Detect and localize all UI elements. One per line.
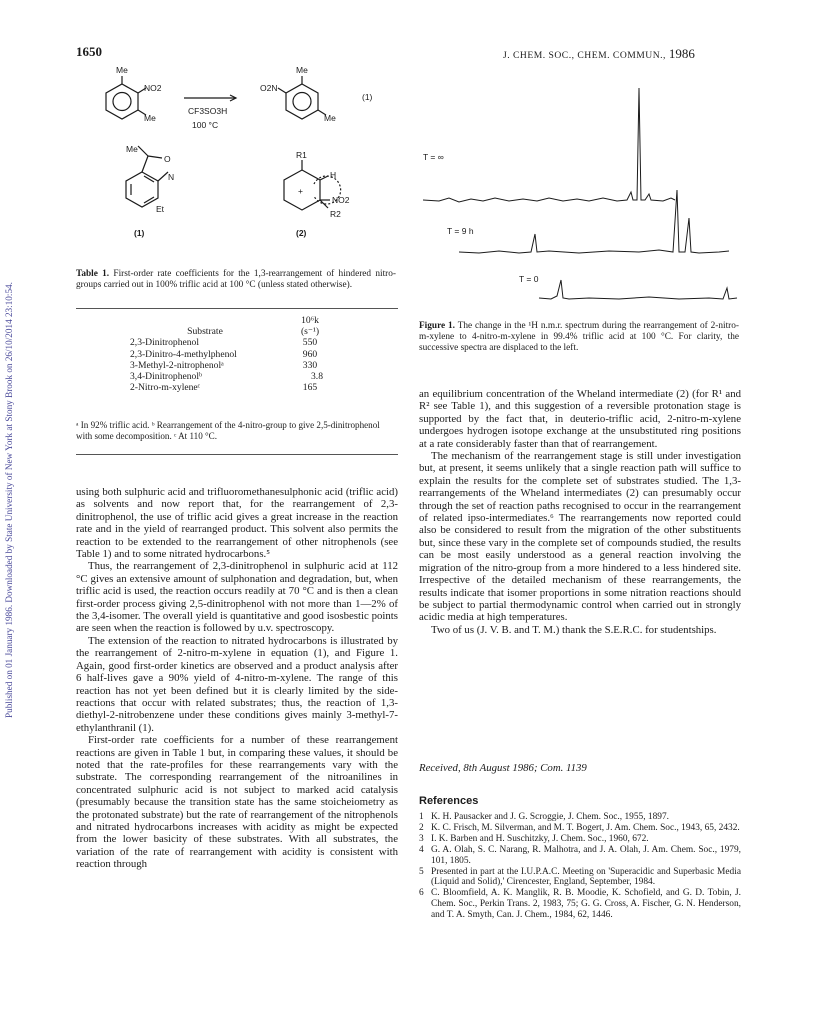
product-ring <box>286 84 318 119</box>
table1-footnote: ᵃ In 92% triflic acid. ᵇ Rearrangement of the 4-nitro-group to give 2,5-dinitrophenol with some decomposition. ᶜ At 110 °C. <box>76 420 380 441</box>
reference-text: G. A. Olah, S. C. Narang, R. Malhotra, and J. A. Olah, J. Am. Chem. Soc., 1979, 101, 1805. <box>431 844 741 866</box>
reference-item <box>419 888 741 921</box>
table1-substrate: 2,3-Dinitro-4-methylphenol <box>130 348 237 360</box>
right-column <box>419 388 741 636</box>
table1-k-value: 165 <box>302 382 318 394</box>
reference-item <box>419 823 741 834</box>
journal-header <box>503 46 695 62</box>
product-aromatic-circle <box>293 93 311 111</box>
table1-substrate: 2-Nitro-m-xyleneᶜ <box>130 382 201 394</box>
spectrum-label-0: T = 0 <box>519 274 539 284</box>
page-number: 1650 <box>76 44 102 59</box>
reference-text: C. Bloomfield, A. K. Manglik, R. B. Moodie, K. Schofield, and G. D. Tobin, J. Chem. Soc., Perkin Trans. 2, 1983, 75; G. G. Cross, A. Fischer, G. N. Henderson, and T. A. Smyth, Can. J. Chem., 1984, 62, 1446. <box>431 888 741 921</box>
product-methyl-label: Me <box>296 65 308 75</box>
reactant-aromatic-circle <box>113 93 131 111</box>
anthranil-oxygen-label: O <box>164 154 171 164</box>
figure1-caption-text: The change in the ¹H n.m.r. spectrum during the rearrangement of 2-nitro-m-xylene to 4-nitro-m-xylene in 99.4% triflic acid at 100 °C. For clarity, the successive spectra are displaced to the left. <box>419 321 740 353</box>
reference-item <box>419 867 741 889</box>
anthranil-methyl-label: Me <box>126 144 138 154</box>
equation-number: (1) <box>362 92 373 102</box>
reference-text: I. K. Barben and H. Suschitzky, J. Chem. Soc., 1960, 672. <box>431 833 649 844</box>
spectrum-label-9h: T = 9 h <box>447 226 474 236</box>
reference-item <box>419 845 741 867</box>
references-heading: References <box>419 795 479 807</box>
table1-substrate: 3-Methyl-2-nitrophenolᵃ <box>130 359 224 371</box>
table1-caption <box>76 269 396 291</box>
wheland-nitro-label: NO2 <box>332 195 350 205</box>
reference-item <box>419 812 741 823</box>
wheland-r1-label: R1 <box>296 150 307 160</box>
reference-number: 1 <box>419 812 424 822</box>
table1-k-value: 550 <box>302 337 318 349</box>
reference-number: 3 <box>419 833 424 844</box>
reagent-label: CF3SO3H <box>188 106 228 116</box>
figure1-caption <box>419 321 739 354</box>
table-row <box>130 382 340 393</box>
table1-k-value: 330 <box>302 359 318 371</box>
table1-substrate: 3,4-Dinitrophenolᵇ <box>130 371 202 383</box>
references-list <box>419 812 741 921</box>
paragraph: using both sulphuric acid and trifluoromethanesulphonic acid (triflic acid) as solvents and now report that, for the rearrangement of 2,3-dinitrophenol, the use of triflic acid gives a great increase in the reaction rate and in the yield of rearranged product. This solvent also permits the reaction to be extended to the rearrangement of other nitrophenols (see Table 1) and to some nitrated hydrocarbons.⁵ <box>76 486 398 561</box>
table-row <box>130 360 340 371</box>
table1-substrate: 2,3-Dinitrophenol <box>130 337 200 349</box>
table1-top-rule <box>76 308 398 309</box>
reference-text: K. H. Pausacker and J. G. Scroggie, J. Chem. Soc., 1955, 1897. <box>431 812 669 822</box>
wheland-r2-label: R2 <box>330 209 341 219</box>
table1-caption-text: First-order rate coefficients for the 1,3-rearrangement of hindered nitro-groups carried out in 100% triflic acid at 100 °C (unless stated otherwise). <box>76 269 396 290</box>
wheland-h-label: H <box>330 170 337 180</box>
nmr-figure <box>419 70 741 310</box>
reactant-nitro-label: NO2 <box>144 83 162 93</box>
anthranil-nitrogen-label: N <box>168 172 175 182</box>
table1-bottom-rule <box>76 454 398 455</box>
paragraph: The extension of the reaction to nitrated hydrocarbons is illustrated by the rearrangement of 2-nitro-m-xylene in equation (1), and Figure 1. Again, good first-order kinetics are observed and a product analysis after 6 half-lives gave a 90% yield of 4-nitro-m-xylene. The range of this reaction has not yet been defined but it is clearly limited by the side-reactions that occur with related substrates; thus, the reaction of 1,3-diethyl-2-nitrobenzene under these conditions gives mainly 3-methyl-7-ethylanthranil (1). <box>76 634 398 734</box>
table1 <box>130 315 340 393</box>
anthranil-ethyl-label: Et <box>156 204 165 214</box>
paragraph: The mechanism of the rearrangement stage is still under investigation but, at present, it seems unlikely that a single reaction path will suffice to explain the results for the complete set of substrates studied. The 1,3-rearrangements of the Wheland intermediates (2) can presumably occur through the set of reaction paths recognised to occur in the rearrangement of related ipso-intermediates.⁶ The rearrangements now reported could also be considered to result from the migration of the other substituents but, since these vary in the complete set of compounds studied, the results can be most easily understood as a general reaction involving the migration of the nitro-group from a more hindered to a less hindered site. Irrespective of the detailed mechanism of these rearrangements, the results indicate that isomer proportions in some nitration reactions should be subject to partial thermodynamic control when carried out in strongly acidic media at high temperatures. <box>419 450 741 624</box>
reference-item <box>419 834 741 845</box>
reference-text: K. C. Frisch, M. Silverman, and M. T. Bogert, J. Am. Chem. Soc., 1943, 65, 2432. <box>431 822 740 833</box>
reference-number: 2 <box>419 822 424 833</box>
product-methyl2-label: Me <box>324 113 336 123</box>
reactant-methyl-label: Me <box>116 65 128 75</box>
reference-number: 6 <box>419 888 424 899</box>
reference-text: Presented in part at the I.U.P.A.C. Meeting on 'Superacidic and Superbasic Media (Liquid and Solid),' Cirencester, England, September, 1984. <box>431 866 741 888</box>
paragraph: Two of us (J. V. B. and T. M.) thank the S.E.R.C. for studentships. <box>431 623 717 636</box>
compound2-label: (2) <box>296 228 307 238</box>
table-row <box>130 371 340 382</box>
table1-header-k: 10⁶k (s⁻¹) <box>300 315 320 338</box>
table1-header-row <box>130 315 340 337</box>
table1-caption-label: Table 1. <box>76 269 110 279</box>
spectrum-t-0 <box>539 280 737 299</box>
paragraph: First-order rate coefficients for a number of these rearrangement reactions are given in Table 1 but, in comparing these values, it should be noted that the rate-profiles for these rearrangements vary with the substrate. The corresponding rearrangement of the nitroanilines in concentrated sulphuric acid is not subject to marked acid catalysis (presumably because the transition state has the same stoicheiometry as the protonated substrate) but the rate of rearrangement of the nitrophenols and nitrated hydrocarbons increases with acidity as might be expected from the lower basicity of these substrates. With all substrates, the variation of the rate of rearrangement with acidity is consistent with reaction through <box>76 734 398 871</box>
spectrum-label-inf: T = ∞ <box>423 152 444 162</box>
reference-number: 5 <box>419 866 424 877</box>
reaction-scheme <box>76 60 406 250</box>
table-row <box>130 349 340 360</box>
spectrum-t-inf <box>423 88 675 202</box>
received-date: Received, 8th August 1986; Com. 1139 <box>419 762 587 774</box>
download-watermark-text: Published on 01 January 1986. Downloaded by State University of New York at Stony Brook on 26/10/2014 23:10:54. <box>4 282 14 718</box>
table1-k-value: 960 <box>302 348 318 360</box>
reference-number: 4 <box>419 844 424 855</box>
wheland-plus-charge: + <box>298 186 303 196</box>
reactant-ring <box>106 84 138 119</box>
temperature-label: 100 °C <box>192 120 219 130</box>
paragraph: Thus, the rearrangement of 2,3-dinitrophenol in sulphuric acid at 112 °C gives an extensive amount of sulphonation and degradation, but, when triflic acid is used, the reaction occurs readily at 70 °C and is then a clean first-order process giving 2,5-dinitrophenol with not more than 1—2% of the 3,4-isomer. The overall yield is quantitative and good isosbestic points are seen when the reaction is followed by u.v. spectroscopy. <box>76 560 398 635</box>
product-nitro-label: O2N <box>260 83 278 93</box>
table1-k-value: 3.8 <box>311 371 323 383</box>
journal-name: J. CHEM. SOC., CHEM. COMMUN., <box>503 50 669 61</box>
journal-year: 1986 <box>668 46 695 61</box>
paragraph: an equilibrium concentration of the Wheland intermediate (2) (for R¹ and R² see Table 1), and this suggestion of a reversible protonation stage is supported by the fact that, in deuterio-triflic acid, 2-nitro-m-xylene undergoes hydrogen isotope exchange at the unsubstituted ring positions at a rate considerably faster than that of rearrangement. <box>419 388 741 450</box>
compound1-label: (1) <box>134 228 145 238</box>
left-column <box>76 486 398 871</box>
figure1-caption-label: Figure 1. <box>419 321 455 331</box>
reactant-methyl2-label: Me <box>144 113 156 123</box>
table-row <box>130 337 340 348</box>
table1-header-substrate: Substrate <box>187 326 223 338</box>
download-watermark <box>2 140 16 860</box>
